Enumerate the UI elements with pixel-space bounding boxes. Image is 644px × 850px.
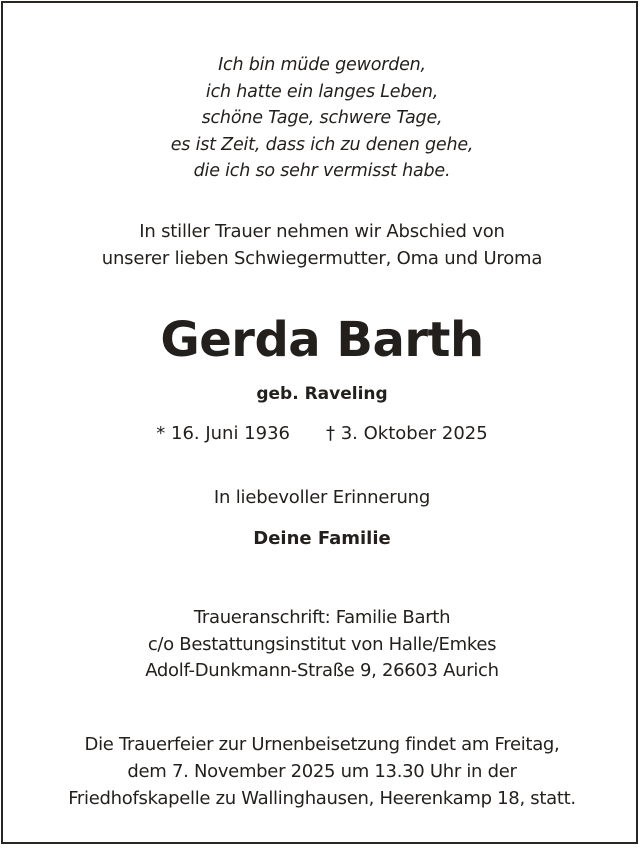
birth-date: * 16. Juni 1936 bbox=[156, 423, 290, 444]
poem-line: Ich bin müde geworden, bbox=[218, 55, 426, 75]
poem-line: ich hatte ein langes Leben, bbox=[205, 81, 439, 102]
poem-line: die ich so sehr vermisst habe. bbox=[193, 161, 451, 181]
life-dates bbox=[0, 421, 644, 447]
signature: Deine Familie bbox=[253, 528, 391, 549]
memory-line: In liebevoller Erinnerung bbox=[213, 487, 431, 508]
deceased-name: Gerda Barth bbox=[160, 312, 484, 368]
intro-text bbox=[0, 218, 644, 272]
intro-line: In stiller Trauer nehmen wir Abschied von bbox=[139, 221, 505, 242]
address-line: c/o Bestattungsinstitut von Halle/Emkes bbox=[147, 633, 497, 655]
ceremony-line: Friedhofskapelle zu Wallinghausen, Heerenkamp 18, statt. bbox=[68, 788, 576, 809]
intro-line: unserer lieben Schwiegermutter, Oma und Uroma bbox=[101, 248, 543, 269]
ceremony-line: dem 7. November 2025 um 13.30 Uhr in der bbox=[127, 761, 517, 782]
mourning-address bbox=[0, 605, 644, 685]
ceremony-info bbox=[0, 731, 644, 812]
poem-line: es ist Zeit, dass ich zu denen gehe, bbox=[170, 134, 474, 155]
death-date: † 3. Oktober 2025 bbox=[326, 423, 488, 444]
maiden-name: geb. Raveling bbox=[256, 384, 388, 404]
poem-line: schöne Tage, schwere Tage, bbox=[201, 108, 443, 128]
address-line: Traueranschrift: Familie Barth bbox=[193, 607, 451, 628]
address-line: Adolf-Dunkmann-Straße 9, 26603 Aurich bbox=[145, 660, 499, 681]
ceremony-line: Die Trauerfeier zur Urnenbeisetzung findet am Freitag, bbox=[84, 734, 560, 755]
poem bbox=[0, 52, 644, 185]
